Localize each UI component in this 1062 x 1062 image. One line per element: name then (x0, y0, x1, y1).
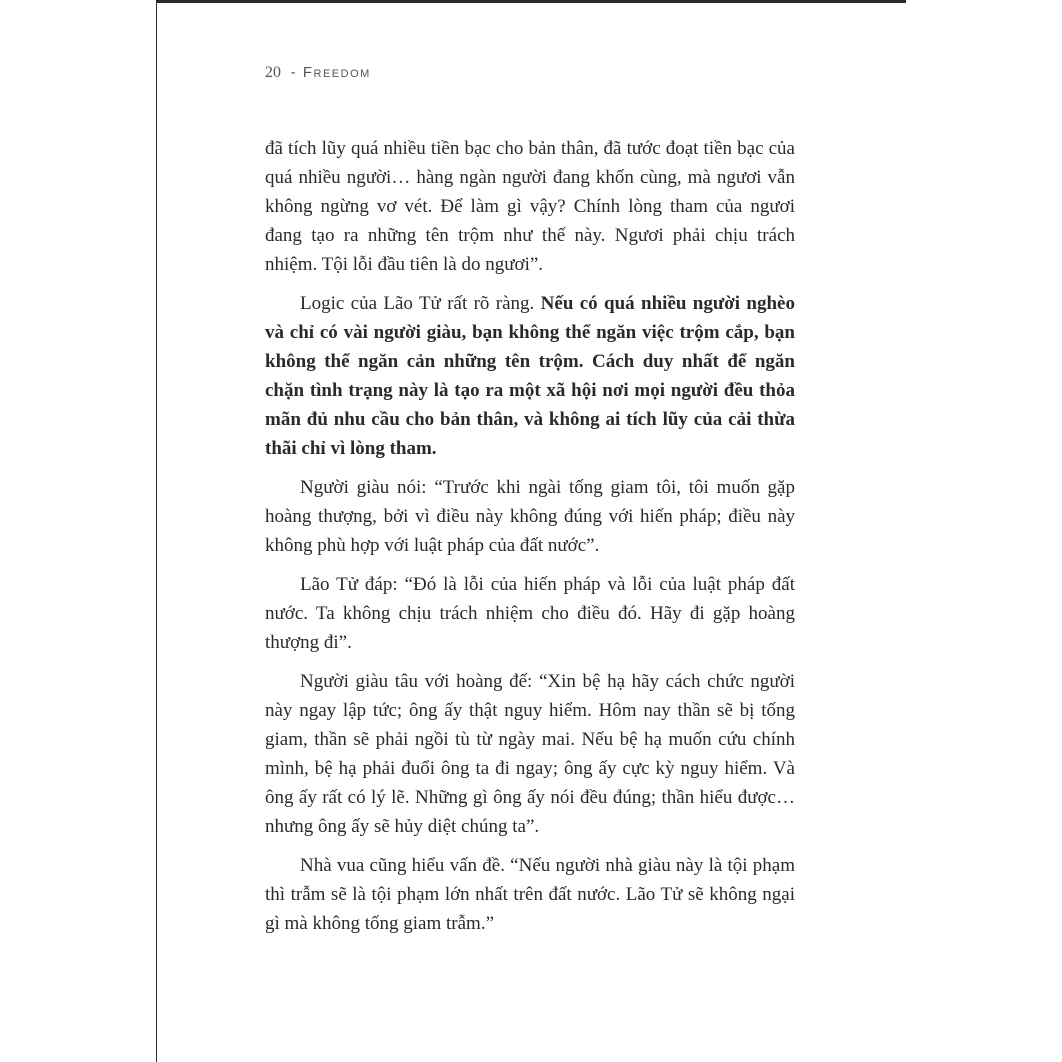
book-title: Freedom (302, 64, 371, 81)
paragraph-3: Người giàu nói: “Trước khi ngài tống giam tôi, tôi muốn gặp hoàng thượng, bởi vì điều này không đúng với hiến pháp; điều này không phù hợp với luật pháp của đất nước”. (265, 477, 795, 556)
paragraph-6: Nhà vua cũng hiểu vấn đề. “Nếu người nhà giàu này là tội phạm thì trẫm sẽ là tội phạm lớn nhất trên đất nước. Lão Tử sẽ không ngại gì mà không tống giam trẫm.” (265, 855, 795, 934)
paragraph-2 (265, 289, 795, 463)
paragraph-4: Lão Tử đáp: “Đó là lỗi của hiến pháp và lỗi của luật pháp đất nước. Ta không chịu trách nhiệm cho điều đó. Hãy đi gặp hoàng thượng đi”. (265, 574, 795, 653)
body-text (265, 134, 795, 948)
page-top-rule (156, 0, 906, 3)
paragraph-5: Người giàu tâu với hoàng đế: “Xin bệ hạ hãy cách chức người này ngay lập tức; ông ấy thật nguy hiểm. Hôm nay thần sẽ bị tống giam, thần sẽ phải ngồi tù từ ngày mai. Nếu bệ hạ muốn cứu chính mình, bệ hạ phải đuổi ông ta đi ngay; ông ấy cực kỳ nguy hiểm. Và ông ấy rất có lý lẽ. Những gì ông ấy nói đều đúng; thần hiểu được… nhưng ông ấy sẽ hủy diệt chúng ta”. (265, 671, 795, 837)
paragraph-2-bold: Nếu có quá nhiều người nghèo và chỉ có vài người giàu, bạn không thể ngăn việc trộm cắp, bạn không thể ngăn cản những tên trộm. Cách duy nhất để ngăn chặn tình trạng này là tạo ra một xã hội nơi mọi người đều thỏa mãn đủ nhu cầu cho bản thân, và không ai tích lũy của cải thừa thãi chỉ vì lòng tham. (265, 293, 795, 459)
paragraph-1: đã tích lũy quá nhiều tiền bạc cho bản thân, đã tước đoạt tiền bạc của quá nhiều người… hàng ngàn người đang khốn cùng, mà ngươi vẫn không ngừng vơ vét. Để làm gì vậy? Chính lòng tham của ngươi đang tạo ra những tên trộm như thế này. Ngươi phải chịu trách nhiệm. Tội lỗi đầu tiên là do ngươi”. (265, 138, 795, 275)
running-header (265, 64, 371, 82)
page-number: 20 (265, 64, 281, 81)
page-left-rule (156, 0, 157, 1062)
header-separator: - (290, 64, 298, 81)
paragraph-2-lead: Logic của Lão Tử rất rõ ràng. (300, 293, 541, 314)
